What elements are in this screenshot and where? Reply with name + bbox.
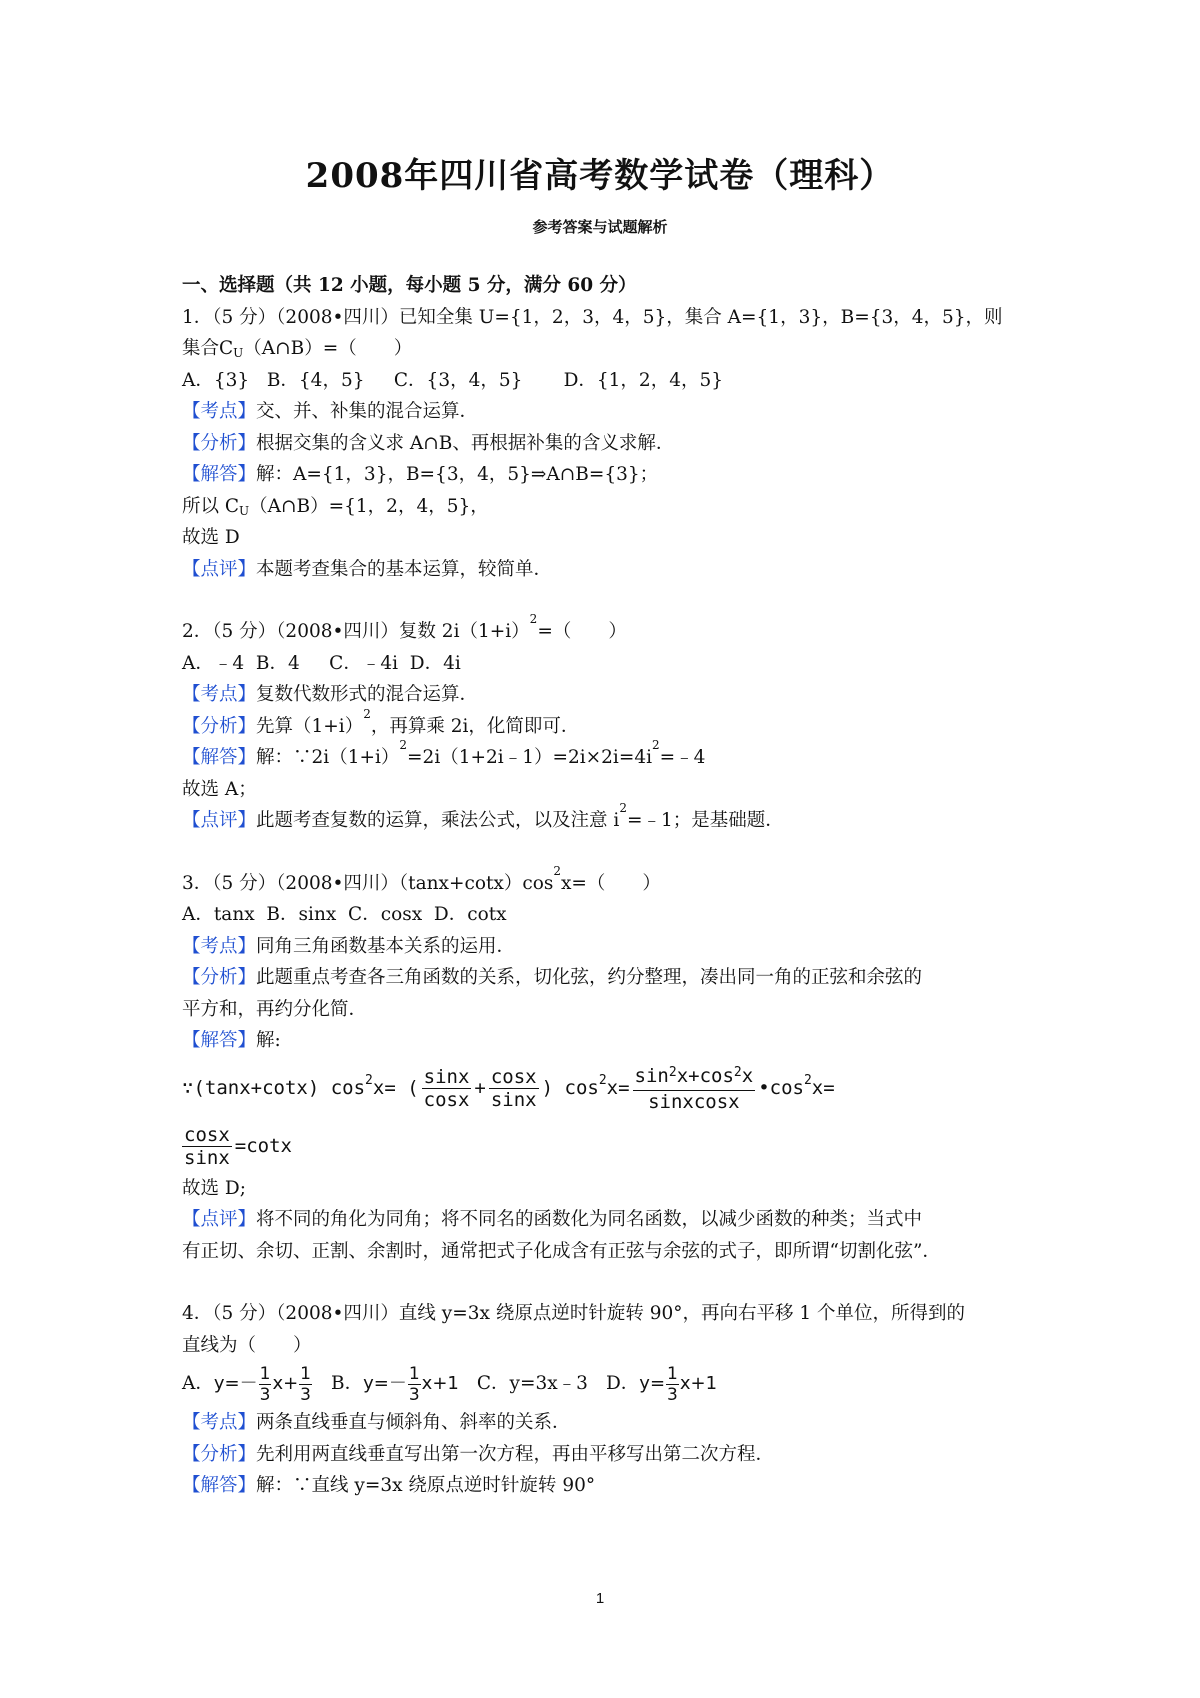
q3-select: 故选 D; [182,1177,246,1199]
q2-fenxi [182,706,1032,743]
q3-fenxi-cont: 平方和，再约分化简． [182,998,368,1020]
fraction-denominator: 3 [300,1384,311,1405]
choice-a-label: A． [182,1373,214,1395]
formula-part: x= [811,1076,835,1099]
q1-jieda [182,459,1032,491]
q1-select: 故选 D [182,527,240,548]
fraction-cosx-sinx [489,1066,539,1111]
fraction-pythagorean [633,1065,756,1113]
q1-line-b: （A∩B）={1，2，4，5}， [249,495,489,517]
fenxi-tag: 【分析】 [182,967,257,988]
q1-solution-line [182,491,1032,523]
plus-sign: + [474,1076,486,1099]
q1-dianping [182,554,1032,586]
q2-jieda-sup1: 2 [399,738,408,752]
dianping-tag: 【点评】 [182,810,257,831]
q1-choices: A．{3} B．{4，5} C．{3，4，5} D．{1，2，4，5} [182,369,724,391]
q1-line-a: 所以 C [182,495,240,517]
q3-stem-a: 3．（5 分）（2008•四川）（tanx+cotx）cos [182,872,554,894]
q1-kaodian [182,396,1032,428]
fraction-numerator: 1 [259,1363,271,1384]
q3-formula-result [182,1121,1032,1173]
formula-part: x= ( [372,1076,419,1099]
q1-fenxi-text: 根据交集的含义求 A∩B、再根据补集的含义求解． [256,432,675,454]
q1-dianping-text: 本题考查集合的基本运算，较简单． [256,558,553,580]
kaodian-tag: 【考点】 [182,401,257,422]
q2-jieda-a: 解：∵2i（1+i） [256,747,400,768]
q1-complement-symbol: C [219,338,234,359]
fraction-denominator: 3 [667,1384,678,1405]
formula-sup: 2 [365,1072,373,1088]
fraction-denominator: sinxcosx [648,1090,740,1113]
formula-sup: 2 [668,1064,677,1080]
expr-part: x+1 [679,1373,718,1395]
q2-dianping-b: =﹣1；是基础题． [626,810,784,831]
jieda-tag: 【解答】 [182,1030,257,1051]
q3-kaodian [182,931,1032,963]
because-symbol: ∵ [182,1076,194,1099]
q2-dianping-sup: 2 [619,801,627,815]
fraction-numerator [633,1065,756,1091]
q3-kaodian-text: 同角三角函数基本关系的运用． [256,935,516,957]
q2-jieda-b: =2i（1+2i﹣1）=2i×2i=4i [407,747,653,768]
jieda-tag: 【解答】 [182,747,257,768]
q2-dianping-a: 此题考查复数的运算，乘法公式，以及注意 i [256,810,620,831]
q1-stem-text: 集合 [182,338,220,359]
q2-select: 故选 A； [182,778,257,800]
q1-stem-text-b: （A∩B）=（ ） [243,338,413,359]
q2-kaodian-text: 复数代数形式的混合运算． [256,684,479,705]
expr-part: y= [639,1373,666,1395]
q1-complement-sub: U [233,346,244,360]
q2-fenxi-b: ，再算乘 2i，化简即可． [370,715,580,737]
expr-part: y=－ [363,1373,407,1395]
q3-dianping [182,1204,1032,1236]
document-body [182,270,1032,1502]
formula-sup: 2 [803,1072,812,1088]
jieda-tag: 【解答】 [182,464,257,485]
q1-line-sub: U [239,503,250,518]
q4-stem-line1: 4．（5 分）（2008•四川）直线 y=3x 绕原点逆时针旋转 90°，再向右平移 1 个单位，所得到的 [182,1303,966,1324]
dianping-tag: 【点评】 [182,558,257,580]
fraction-numerator: 1 [667,1363,678,1384]
jieda-tag: 【解答】 [182,1475,257,1496]
q2-fenxi-a: 先算（1+i） [256,715,364,737]
q2-fenxi-sup: 2 [363,706,371,721]
formula-part: ) cos [541,1076,599,1099]
formula-result: =cotx [234,1134,292,1157]
expr-part: x+1 [421,1373,459,1395]
kaodian-tag: 【考点】 [182,935,257,957]
fraction-numerator: 1 [408,1363,420,1384]
choice-c: C．y=3x﹣3 [476,1373,588,1395]
expr-part: y=－ [213,1373,258,1395]
num-part: sin [634,1064,669,1087]
q3-formula [182,1057,1032,1121]
section-heading: 一、选择题（共 12 小题，每小题 5 分，满分 60 分） [182,275,637,296]
fraction-cosx-sinx-result [182,1124,232,1169]
choice-b-label: B． [331,1373,364,1395]
spacer [182,837,1032,868]
q3-jieda [182,1025,1032,1057]
formula-part: (tanx+cotx) cos [193,1076,366,1099]
q3-stem [182,863,1032,900]
q2-dianping [182,801,1032,837]
fenxi-tag: 【分析】 [182,1443,257,1465]
q2-stem [182,612,1032,648]
q2-jieda-c: =﹣4 [659,747,706,768]
q4-stem-line2: 直线为（ ） [182,1334,312,1356]
fraction-numerator: cosx [184,1124,230,1146]
fraction-one-third [666,1364,679,1405]
spacer [182,585,1032,616]
fraction-sinx-cosx [422,1066,472,1111]
fraction-denominator: 3 [408,1384,420,1405]
page-title: 2008年四川省高考数学试卷（理科） [305,156,895,196]
q2-jieda-sup2: 2 [652,738,660,752]
q1-jieda-text: 解：A={1，3}，B={3，4，5}⇒A∩B={3}； [256,464,659,485]
choice-d-label: D． [605,1373,640,1395]
q2-stem-b: =（ ） [537,621,627,642]
q4-jieda [182,1470,1032,1502]
q3-fenxi-text: 此题重点考查各三角函数的关系，切化弦，约分整理，凑出同一角的正弦和余弦的 [256,967,923,988]
formula-sup: 2 [733,1064,742,1080]
q2-jieda [182,738,1032,774]
q4-choices [182,1361,1032,1407]
q1-fenxi [182,428,1032,460]
choice-b-expression [363,1364,459,1405]
q1-stem-line2 [182,333,1032,365]
q3-stem-b: x=（ ） [560,872,661,894]
num-part: x [741,1064,754,1087]
q1-stem-line1: 1．（5 分）（2008•四川）已知全集 U={1，2，3，4，5}，集合 A={1，3}，B={3，4，5}，则 [182,306,1003,328]
q4-kaodian [182,1407,1032,1439]
q3-dianping-cont: 有正切、余切、正割、余割时，通常把式子化成含有正弦与余弦的式子，即所谓“切割化弦”． [182,1240,941,1262]
q3-choices: A．tanx B．sinx C．cosx D．cotx [182,904,507,925]
q4-fenxi [182,1439,1032,1471]
q1-kaodian-text: 交、并、补集的混合运算． [256,401,479,422]
q2-choices: A．﹣4 B．4 C．﹣4i D．4i [182,652,461,674]
choice-a-expression [214,1364,313,1405]
q3-dianping-text: 将不同的角化为同角；将不同名的函数化为同名函数，以减少函数的种类；当式中 [256,1209,923,1230]
q4-fenxi-text: 先利用两直线垂直写出第一次方程，再由平移写出第二次方程． [256,1443,775,1465]
fenxi-tag: 【分析】 [182,715,257,737]
q2-stem-sup: 2 [529,612,538,626]
kaodian-tag: 【考点】 [182,684,257,705]
q3-jieda-text: 解: [256,1030,281,1051]
spacer [182,1267,1032,1298]
fraction-denominator: sinx [184,1147,230,1169]
q4-jieda-text: 解：∵直线 y=3x 绕原点逆时针旋转 90° [256,1475,596,1496]
choice-d-expression [639,1364,717,1405]
formula-part: x= [606,1076,630,1099]
page-number: 1 [595,1590,605,1607]
fraction-denominator: sinx [490,1089,537,1111]
q2-kaodian [182,679,1032,711]
q2-stem-a: 2．（5 分）（2008•四川）复数 2i（1+i） [182,621,530,642]
page-subtitle: 参考答案与试题解析 [532,218,668,236]
fraction-denominator: cosx [423,1089,470,1111]
fenxi-tag: 【分析】 [182,432,257,454]
q4-kaodian-text: 两条直线垂直与倾斜角、斜率的关系． [256,1412,571,1433]
fraction-numerator: sinx [423,1066,470,1088]
num-part: x+cos [676,1064,734,1087]
formula-part: •cos [758,1076,804,1099]
q3-fenxi [182,962,1032,994]
kaodian-tag: 【考点】 [182,1412,257,1433]
formula-sup: 2 [598,1072,607,1088]
fraction-one-third [408,1364,421,1405]
q3-stem-sup: 2 [553,863,561,878]
fraction-one-third [299,1364,312,1405]
fraction-denominator: 3 [259,1384,271,1405]
fraction-numerator: 1 [300,1363,311,1384]
fraction-numerator: cosx [490,1066,537,1088]
fraction-one-third [259,1364,272,1405]
dianping-tag: 【点评】 [182,1209,257,1230]
expr-part: x+ [272,1373,299,1395]
